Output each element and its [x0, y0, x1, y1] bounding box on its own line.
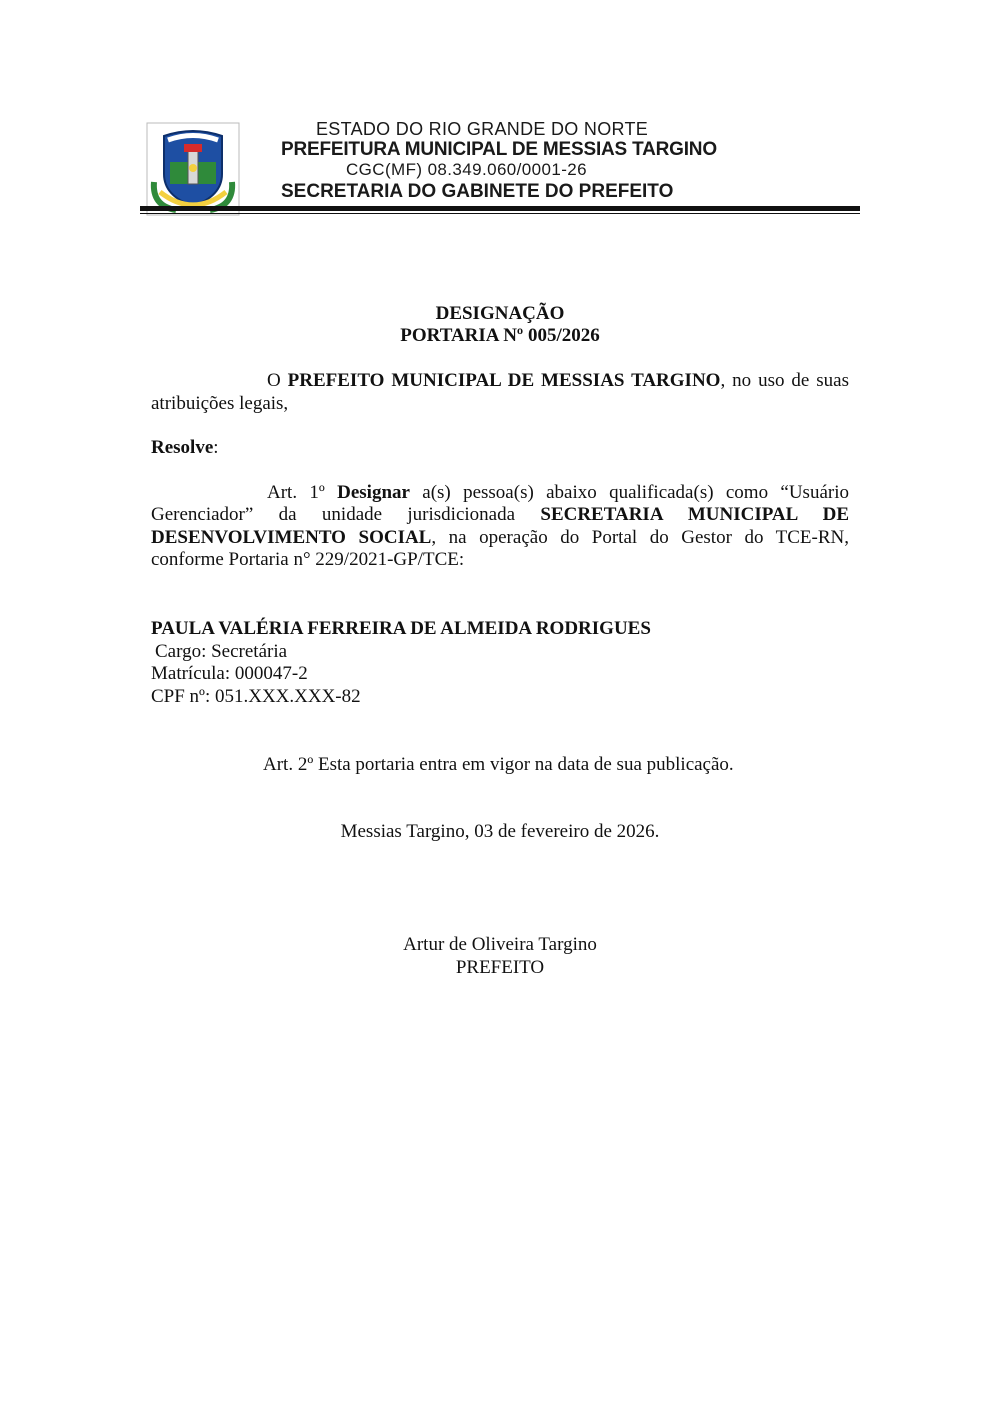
- portaria-number: PORTARIA Nº 005/2026: [400, 325, 600, 346]
- preamble-line-1: O PREFEITO MUNICIPAL DE MESSIAS TARGINO, no uso de suas: [267, 370, 849, 391]
- signatory-role: PREFEITO: [455, 957, 545, 978]
- signatory-name: Artur de Oliveira Targino: [403, 934, 597, 955]
- art1-line-2: Gerenciador” da unidade jurisdicionada SECRETARIA MUNICIPAL DE: [151, 504, 849, 525]
- header-divider-thick: [140, 206, 860, 211]
- person-cpf: CPF nº: 051.XXX.XXX-82: [151, 686, 361, 707]
- header-cgc: CGC(MF) 08.349.060/0001-26: [346, 160, 587, 179]
- prefeito-title: PREFEITO MUNICIPAL DE MESSIAS TARGINO: [287, 370, 721, 391]
- art1-line-3: DESENVOLVIMENTO SOCIAL, na operação do Portal do Gestor do TCE-RN,: [151, 527, 850, 548]
- art1-line-4: conforme Portaria n° 229/2021-GP/TCE:: [151, 549, 465, 570]
- art1-line-1: Art. 1º Designar a(s) pessoa(s) abaixo qualificada(s) como “Usuário: [267, 482, 849, 503]
- document-title: DESIGNAÇÃO: [435, 303, 565, 324]
- header-divider-thin: [140, 213, 860, 214]
- preamble-line-2: atribuições legais,: [151, 393, 289, 414]
- header-state: ESTADO DO RIO GRANDE DO NORTE: [316, 119, 649, 139]
- person-name: PAULA VALÉRIA FERREIRA DE ALMEIDA RODRIGUES: [151, 618, 651, 639]
- header-prefeitura: PREFEITURA MUNICIPAL DE MESSIAS TARGINO: [281, 139, 717, 160]
- art2-text: Art. 2º Esta portaria entra em vigor na data de sua publicação.: [263, 754, 734, 775]
- municipal-coat-of-arms-logo: [146, 122, 240, 216]
- resolve-label: Resolve:: [151, 437, 219, 458]
- person-cargo: Cargo: Secretária: [155, 641, 288, 662]
- header-secretaria: SECRETARIA DO GABINETE DO PREFEITO: [281, 181, 674, 202]
- person-matricula: Matrícula: 000047-2: [151, 663, 308, 684]
- place-date: Messias Targino, 03 de fevereiro de 2026.: [340, 821, 660, 842]
